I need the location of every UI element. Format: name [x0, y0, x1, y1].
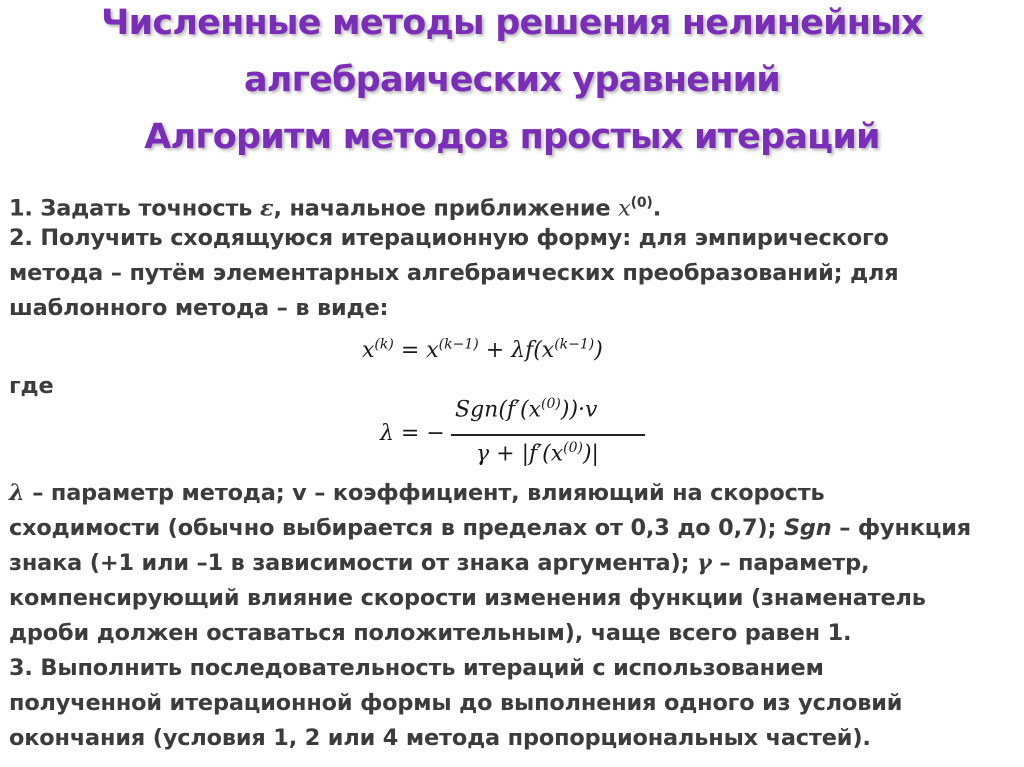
slide-subtitle: Алгоритм методов простых итераций	[144, 117, 880, 157]
explanation-line-5: дроби должен оставаться положительным), чаще всего равен 1.	[9, 620, 852, 646]
explanation-text-3-end: – параметр,	[711, 550, 870, 576]
explanation-text-1: – параметр метода; v – коэффициент, влияющий на скорость	[24, 480, 825, 506]
sgn-symbol: Sgn	[783, 515, 832, 541]
x-symbol: x	[618, 195, 631, 222]
steps-block	[9, 186, 1017, 326]
step-2-line-2: метода – путём элементарных алгебраических преобразований; для	[9, 260, 899, 286]
explanation-text-2-end: – функция	[831, 515, 972, 541]
lambda-lhs: λ = −	[380, 421, 445, 446]
gamma-symbol: γ	[697, 550, 712, 576]
explanation-line-3	[9, 546, 1017, 581]
slide-title-line-2: алгебраических уравнений	[243, 60, 781, 100]
step-3-line-2: полученной итерационной формы до выполнения одного из условий	[9, 690, 903, 716]
epsilon-symbol: ε	[259, 195, 274, 222]
explanation-block	[9, 476, 1017, 756]
explanation-text-3: знака (+1 или –1 в зависимости от знака аргумента);	[9, 550, 698, 576]
step-2-line-3: шаблонного метода – в виде:	[9, 295, 389, 321]
step-3-line-3: окончания (условия 1, 2 или 4 метода пропорциональных частей).	[9, 725, 871, 751]
explanation-line-4: компенсирующий влияние скорости изменения функции (знаменатель	[9, 585, 926, 611]
explanation-line-1	[9, 476, 1017, 511]
explanation-line-2	[9, 511, 1017, 546]
step-1-text: 1. Задать точность	[9, 195, 260, 222]
step-1-text-mid: , начальное приближение	[273, 195, 619, 222]
explanation-text-2: сходимости (обычно выбирается в пределах от 0,3 до 0,7);	[9, 515, 784, 541]
step-1-end: .	[652, 195, 662, 222]
lambda-numerator: $Sgn(f'(x^{(0)}))\cdot v$	[455, 396, 598, 423]
lambda-denominator: $\gamma + |f'(x^{(0)})|$	[476, 440, 599, 467]
step-2-line-1: 2. Получить сходящуюся итерационную форму: для эмпирического	[9, 225, 889, 251]
slide-title-line-1: Численные методы решения нелинейных	[101, 3, 923, 43]
fraction-bar	[451, 434, 645, 436]
step-3-line-1: 3. Выполнить последовательность итераций с использованием	[9, 655, 824, 681]
iteration-formula: $x^{(k)} = x^{(k-1)} + \lambda f(x^{(k-1)})$	[362, 337, 603, 364]
where-label: где	[9, 373, 54, 399]
step-1	[9, 186, 1017, 221]
x-superscript: (0)	[630, 195, 653, 211]
lambda-symbol: λ	[9, 480, 25, 506]
